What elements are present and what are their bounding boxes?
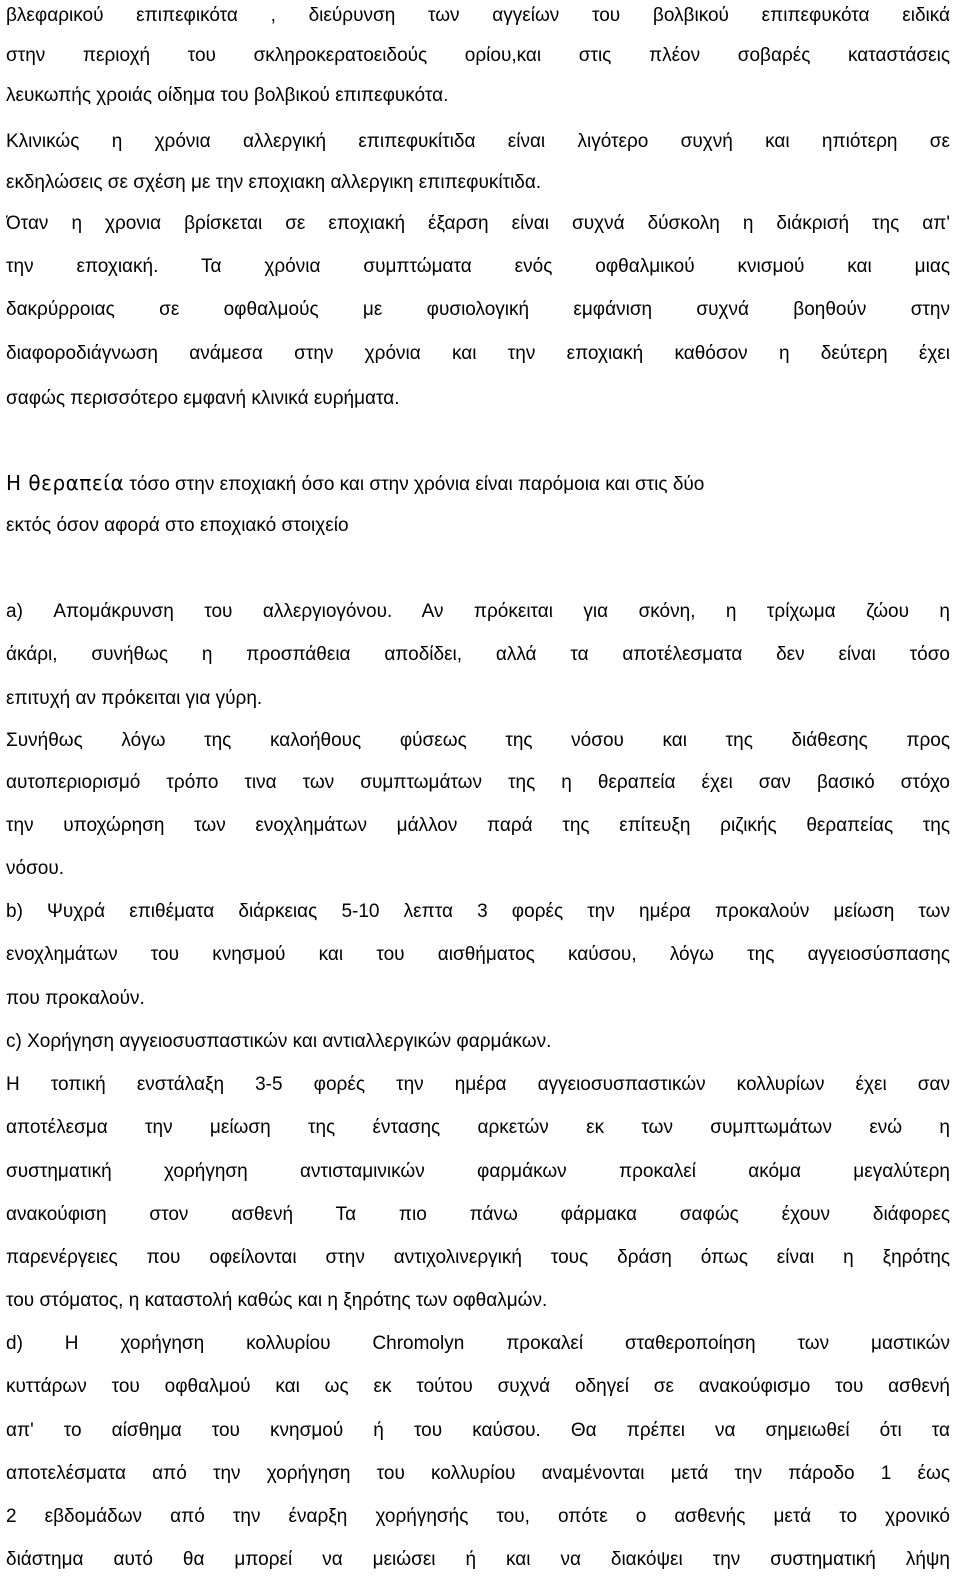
text-line: του στόματος, η καταστολή καθώς και η ξηρότης των οφθαλμών.: [6, 1290, 548, 1311]
text-line: διάστημα αυτό θα μπορεί να μειώσει ή και να διακόψει την συστηματική λήψη: [6, 1549, 950, 1570]
text-line: εκδηλώσεις σε σχέση με την εποχιακη αλλεργικη επιπεφυκίτιδα.: [6, 172, 542, 193]
text-line: 2 εβδομάδων από την έναρξη χορήγησής του, οπότε ο ασθενής μετά το χρονικό: [6, 1506, 950, 1527]
text-line: σαφώς περισσότερο εμφανή κλινικά ευρήματα.: [6, 388, 400, 409]
text-line: c) Χορήγηση αγγειοσυσπαστικών και αντιαλλεργικών φαρμάκων.: [6, 1031, 552, 1052]
text-line: παρενέργειες που οφείλονται στην αντιχολινεργική τους δράση όπως είναι η ξηρότης: [6, 1247, 950, 1268]
text-line: Κλινικώς η χρόνια αλλεργική επιπεφυκίτιδα είναι λιγότερο συχνή και ηπιότερη σε: [6, 131, 950, 152]
text-line: απ' το αίσθημα του κνησμού ή του καύσου. Θα πρέπει να σημειωθεί ότι τα: [6, 1420, 950, 1441]
text-line: εκτός όσον αφορά στο εποχιακό στοιχείο: [6, 515, 349, 536]
text-line: αποτελέσματα από την χορήγηση του κολλυρίου αναμένονται μετά την πάροδο 1 έως: [6, 1463, 950, 1484]
text-line: άκάρι, συνήθως η προσπάθεια αποδίδει, αλλά τα αποτέλεσματα δεν είναι τόσο: [6, 644, 950, 665]
text-line: που προκαλούν.: [6, 988, 145, 1009]
text-line: a) Απομάκρυνση του αλλεργιογόνου. Αν πρόκειται για σκόνη, η τρίχωμα ζώου η: [6, 601, 950, 622]
text-line: δακρύρροιας σε οφθαλμούς με φυσιολογική εμφάνιση συχνά βοηθούν στην: [6, 299, 950, 320]
text-line: ανακούφιση στον ασθενή Τα πιο πάνω φάρμακα σαφώς έχουν διάφορες: [6, 1204, 950, 1225]
text-line: την εποχιακή. Τα χρόνια συμπτώματα ενός οφθαλμικού κνισμού και μιας: [6, 256, 950, 277]
text-line: επιτυχή αν πρόκειται για γύρη.: [6, 688, 263, 709]
text-line: νόσου.: [6, 858, 65, 879]
text-line: αυτοπεριορισμό τρόπο τινα των συμπτωμάτων της η θεραπεία έχει σαν βασικό στόχο: [6, 772, 950, 793]
text-line: b) Ψυχρά επιθέματα διάρκειας 5-10 λεπτα 3 φορές την ημέρα προκαλούν μείωση των: [6, 901, 950, 922]
text-line: στην περιοχή του σκληροκερατοειδούς ορίου,και στις πλέον σοβαρές καταστάσεις: [6, 45, 950, 66]
therapy-lead-word: Η θεραπεία: [6, 471, 125, 495]
text-line: Όταν η χρονια βρίσκεται σε εποχιακή έξαρση είναι συχνά δύσκολη η διάκρισή της απ': [6, 213, 950, 234]
text-line: την υποχώρηση των ενοχλημάτων μάλλον παρά της επίτευξη ριζικής θεραπείας της: [6, 815, 950, 836]
text-line: αποτέλεσμα την μείωση της έντασης αρκετών εκ των συμπτωμάτων ενώ η: [6, 1117, 950, 1138]
text-line: d) Η χορήγηση κολλυρίου Chromolyn προκαλεί σταθεροποίηση των μαστικών: [6, 1333, 950, 1354]
text-line: Η τοπική ενστάλαξη 3-5 φορές την ημέρα αγγειοσυσπαστικών κολλυρίων έχει σαν: [6, 1074, 950, 1095]
text-line: τόσο στην εποχιακή όσο και στην χρόνια είναι παρόμοια και στις δύο: [129, 474, 705, 495]
text-line: συστηματική χορήγηση αντισταμινικών φαρμάκων προκαλεί ακόμα μεγαλύτερη: [6, 1161, 950, 1182]
text-line: βλεφαρικού επιπεφικότα , διεύρυνση των αγγείων του βολβικού επιπεφυκότα ειδικά: [6, 5, 950, 26]
text-line: ενοχλημάτων του κνησμού και του αισθήματος καύσου, λόγω της αγγειοσύσπασης: [6, 944, 950, 965]
therapy-heading-line: [6, 471, 950, 497]
text-line: διαφοροδιάγνωση ανάμεσα στην χρόνια και την εποχιακή καθόσον η δεύτερη έχει: [6, 343, 950, 364]
text-line: κυττάρων του οφθαλμού και ως εκ τούτου συχνά οδηγεί σε ανακούφισμο του ασθενή: [6, 1376, 950, 1397]
text-line: Συνήθως λόγω της καλοήθους φύσεως της νόσου και της διάθεσης προς: [6, 730, 950, 751]
text-line: λευκωπής χροιάς οίδημα του βολβικού επιπεφυκότα.: [6, 85, 449, 106]
